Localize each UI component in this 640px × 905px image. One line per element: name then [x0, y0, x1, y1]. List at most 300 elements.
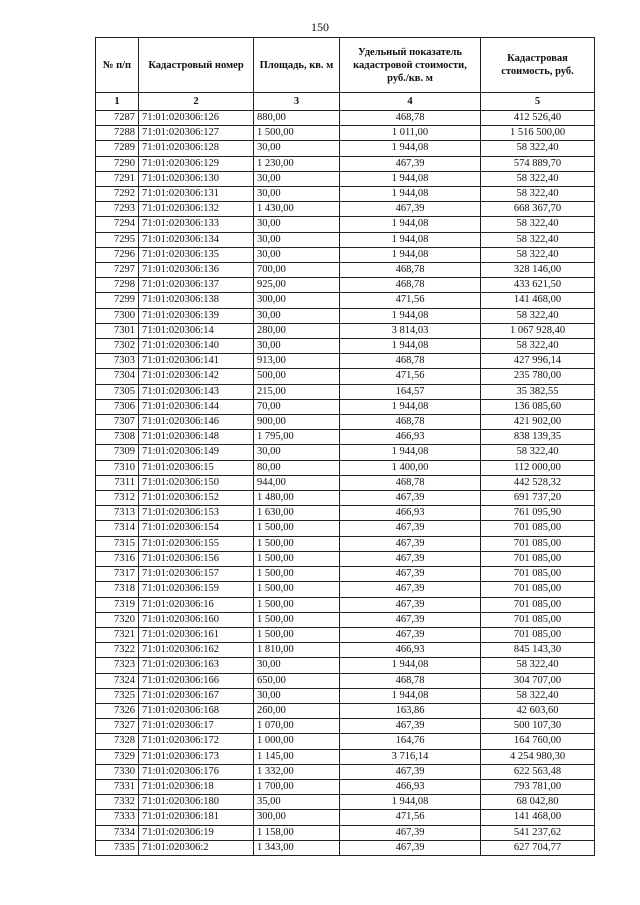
area-value: 70,00: [254, 399, 340, 414]
cadastral-number: 71:01:020306:129: [139, 156, 254, 171]
row-number: 7314: [96, 521, 139, 536]
table-row: [96, 323, 595, 338]
table-row: [96, 202, 595, 217]
row-number: 7329: [96, 749, 139, 764]
cadastral-number: 71:01:020306:139: [139, 308, 254, 323]
cadastral-number: 71:01:020306:15: [139, 460, 254, 475]
cost-value: 58 322,40: [481, 308, 595, 323]
cadastral-number: 71:01:020306:143: [139, 384, 254, 399]
cost-value: 58 322,40: [481, 187, 595, 202]
cost-value: 58 322,40: [481, 445, 595, 460]
row-number: 7288: [96, 126, 139, 141]
row-number: 7307: [96, 415, 139, 430]
table-row: [96, 764, 595, 779]
area-value: 30,00: [254, 187, 340, 202]
rate-value: 468,78: [340, 278, 481, 293]
cost-value: 433 621,50: [481, 278, 595, 293]
cost-value: 668 367,70: [481, 202, 595, 217]
cadastral-number: 71:01:020306:172: [139, 734, 254, 749]
table-row: [96, 627, 595, 642]
rate-value: 468,78: [340, 354, 481, 369]
rate-value: 1 944,08: [340, 445, 481, 460]
header-area: Площадь, кв. м: [254, 38, 340, 93]
area-value: 913,00: [254, 354, 340, 369]
cadastral-number: 71:01:020306:180: [139, 795, 254, 810]
row-number: 7331: [96, 779, 139, 794]
row-number: 7297: [96, 263, 139, 278]
cost-value: 58 322,40: [481, 339, 595, 354]
area-value: 1 480,00: [254, 491, 340, 506]
row-number: 7322: [96, 643, 139, 658]
cost-value: 442 528,32: [481, 475, 595, 490]
rate-value: 468,78: [340, 475, 481, 490]
column-number: 5: [481, 93, 595, 111]
row-number: 7315: [96, 536, 139, 551]
header-cost: Кадастровая стоимость, руб.: [481, 38, 595, 93]
rate-value: 467,39: [340, 202, 481, 217]
rate-value: 467,39: [340, 567, 481, 582]
rate-value: 1 944,08: [340, 658, 481, 673]
area-value: 1 700,00: [254, 779, 340, 794]
cadastral-number: 71:01:020306:127: [139, 126, 254, 141]
column-number: 1: [96, 93, 139, 111]
area-value: 1 500,00: [254, 597, 340, 612]
cadastral-number: 71:01:020306:162: [139, 643, 254, 658]
row-number: 7325: [96, 688, 139, 703]
row-number: 7292: [96, 187, 139, 202]
table-row: [96, 475, 595, 490]
row-number: 7293: [96, 202, 139, 217]
rate-value: 1 944,08: [340, 232, 481, 247]
cadastral-number: 71:01:020306:126: [139, 111, 254, 126]
table-row: [96, 399, 595, 414]
area-value: 1 500,00: [254, 612, 340, 627]
area-value: 30,00: [254, 217, 340, 232]
rate-value: 467,39: [340, 840, 481, 855]
rate-value: 467,39: [340, 536, 481, 551]
row-number: 7333: [96, 810, 139, 825]
cost-value: 627 704,77: [481, 840, 595, 855]
row-number: 7295: [96, 232, 139, 247]
area-value: 30,00: [254, 308, 340, 323]
cost-value: 622 563,48: [481, 764, 595, 779]
table-row: [96, 171, 595, 186]
cost-value: 58 322,40: [481, 688, 595, 703]
area-value: 1 810,00: [254, 643, 340, 658]
table-row: [96, 491, 595, 506]
cost-value: 701 085,00: [481, 597, 595, 612]
cost-value: 500 107,30: [481, 719, 595, 734]
area-value: 80,00: [254, 460, 340, 475]
area-value: 700,00: [254, 263, 340, 278]
cadastral-number: 71:01:020306:181: [139, 810, 254, 825]
area-value: 500,00: [254, 369, 340, 384]
row-number: 7300: [96, 308, 139, 323]
cadastral-number: 71:01:020306:157: [139, 567, 254, 582]
column-number: 3: [254, 93, 340, 111]
table-row: [96, 810, 595, 825]
area-value: 215,00: [254, 384, 340, 399]
table-row: [96, 779, 595, 794]
table-row: [96, 430, 595, 445]
row-number: 7291: [96, 171, 139, 186]
cost-value: 42 603,60: [481, 703, 595, 718]
rate-value: 467,39: [340, 582, 481, 597]
table-row: [96, 536, 595, 551]
rate-value: 466,93: [340, 430, 481, 445]
area-value: 900,00: [254, 415, 340, 430]
rate-value: 1 944,08: [340, 308, 481, 323]
cadastral-number: 71:01:020306:154: [139, 521, 254, 536]
row-number: 7312: [96, 491, 139, 506]
cost-value: 58 322,40: [481, 141, 595, 156]
cost-value: 761 095,90: [481, 506, 595, 521]
table-header-row: [96, 38, 595, 93]
cost-value: 793 781,00: [481, 779, 595, 794]
cadastral-number: 71:01:020306:152: [139, 491, 254, 506]
table-row: [96, 749, 595, 764]
table-row: [96, 840, 595, 855]
row-number: 7323: [96, 658, 139, 673]
table-row: [96, 293, 595, 308]
column-number: 4: [340, 93, 481, 111]
cadastral-number: 71:01:020306:134: [139, 232, 254, 247]
cost-value: 701 085,00: [481, 567, 595, 582]
table-row: [96, 734, 595, 749]
cadastral-number: 71:01:020306:128: [139, 141, 254, 156]
row-number: 7324: [96, 673, 139, 688]
row-number: 7328: [96, 734, 139, 749]
area-value: 1 430,00: [254, 202, 340, 217]
cadastral-number: 71:01:020306:163: [139, 658, 254, 673]
area-value: 1 158,00: [254, 825, 340, 840]
area-value: 1 343,00: [254, 840, 340, 855]
area-value: 1 500,00: [254, 567, 340, 582]
row-number: 7290: [96, 156, 139, 171]
rate-value: 1 944,08: [340, 187, 481, 202]
cadastral-number: 71:01:020306:141: [139, 354, 254, 369]
row-number: 7316: [96, 551, 139, 566]
rate-value: 468,78: [340, 415, 481, 430]
rate-value: 1 944,08: [340, 795, 481, 810]
cost-value: 112 000,00: [481, 460, 595, 475]
cadastral-number: 71:01:020306:159: [139, 582, 254, 597]
cost-value: 541 237,62: [481, 825, 595, 840]
row-number: 7334: [96, 825, 139, 840]
cost-value: 691 737,20: [481, 491, 595, 506]
cost-value: 421 902,00: [481, 415, 595, 430]
cadastral-number: 71:01:020306:18: [139, 779, 254, 794]
table-row: [96, 795, 595, 810]
cadastral-number: 71:01:020306:142: [139, 369, 254, 384]
table-row: [96, 460, 595, 475]
area-value: 30,00: [254, 247, 340, 262]
cadastral-number: 71:01:020306:153: [139, 506, 254, 521]
rate-value: 468,78: [340, 263, 481, 278]
row-number: 7318: [96, 582, 139, 597]
cost-value: 701 085,00: [481, 521, 595, 536]
table-row: [96, 719, 595, 734]
area-value: 30,00: [254, 688, 340, 703]
area-value: 1 500,00: [254, 521, 340, 536]
row-number: 7303: [96, 354, 139, 369]
row-number: 7299: [96, 293, 139, 308]
area-value: 925,00: [254, 278, 340, 293]
rate-value: 467,39: [340, 825, 481, 840]
cost-value: 58 322,40: [481, 658, 595, 673]
cost-value: 701 085,00: [481, 612, 595, 627]
area-value: 1 500,00: [254, 536, 340, 551]
table-row: [96, 597, 595, 612]
cost-value: 235 780,00: [481, 369, 595, 384]
row-number: 7306: [96, 399, 139, 414]
cadastral-number: 71:01:020306:136: [139, 263, 254, 278]
rate-value: 1 011,00: [340, 126, 481, 141]
row-number: 7332: [96, 795, 139, 810]
header-cadastral-number: Кадастровый номер: [139, 38, 254, 93]
cadastral-number: 71:01:020306:176: [139, 764, 254, 779]
area-value: 944,00: [254, 475, 340, 490]
area-value: 1 500,00: [254, 551, 340, 566]
rate-value: 471,56: [340, 810, 481, 825]
table-row: [96, 339, 595, 354]
table-row: [96, 825, 595, 840]
cadastral-number: 71:01:020306:148: [139, 430, 254, 445]
table-row: [96, 703, 595, 718]
header-num: № п/п: [96, 38, 139, 93]
area-value: 1 500,00: [254, 627, 340, 642]
table-row: [96, 567, 595, 582]
row-number: 7302: [96, 339, 139, 354]
table-row: [96, 232, 595, 247]
row-number: 7320: [96, 612, 139, 627]
cost-value: 328 146,00: [481, 263, 595, 278]
cost-value: 838 139,35: [481, 430, 595, 445]
cadastral-number: 71:01:020306:166: [139, 673, 254, 688]
cadastral-number: 71:01:020306:16: [139, 597, 254, 612]
cost-value: 58 322,40: [481, 232, 595, 247]
rate-value: 467,39: [340, 612, 481, 627]
cost-value: 1 516 500,00: [481, 126, 595, 141]
table-row: [96, 551, 595, 566]
table-row: [96, 369, 595, 384]
row-number: 7310: [96, 460, 139, 475]
table-row: [96, 506, 595, 521]
cadastral-number: 71:01:020306:150: [139, 475, 254, 490]
row-number: 7308: [96, 430, 139, 445]
cadastral-number: 71:01:020306:133: [139, 217, 254, 232]
area-value: 650,00: [254, 673, 340, 688]
cost-value: 4 254 980,30: [481, 749, 595, 764]
table-row: [96, 521, 595, 536]
rate-value: 1 944,08: [340, 217, 481, 232]
area-value: 1 230,00: [254, 156, 340, 171]
cost-value: 68 042,80: [481, 795, 595, 810]
row-number: 7305: [96, 384, 139, 399]
cost-value: 1 067 928,40: [481, 323, 595, 338]
table-row: [96, 187, 595, 202]
table-row: [96, 658, 595, 673]
table-row: [96, 126, 595, 141]
area-value: 1 500,00: [254, 582, 340, 597]
rate-value: 1 944,08: [340, 339, 481, 354]
table-row: [96, 582, 595, 597]
rate-value: 467,39: [340, 627, 481, 642]
area-value: 880,00: [254, 111, 340, 126]
cost-value: 427 996,14: [481, 354, 595, 369]
rate-value: 3 716,14: [340, 749, 481, 764]
cost-value: 35 382,55: [481, 384, 595, 399]
rate-value: 467,39: [340, 551, 481, 566]
rate-value: 471,56: [340, 369, 481, 384]
cadastral-number: 71:01:020306:168: [139, 703, 254, 718]
table-row: [96, 688, 595, 703]
area-value: 30,00: [254, 232, 340, 247]
cadastral-number: 71:01:020306:19: [139, 825, 254, 840]
rate-value: 164,57: [340, 384, 481, 399]
table-row: [96, 217, 595, 232]
cadastral-number: 71:01:020306:2: [139, 840, 254, 855]
rate-value: 164,76: [340, 734, 481, 749]
rate-value: 163,86: [340, 703, 481, 718]
area-value: 1 500,00: [254, 126, 340, 141]
cadastral-number: 71:01:020306:132: [139, 202, 254, 217]
row-number: 7317: [96, 567, 139, 582]
rate-value: 467,39: [340, 764, 481, 779]
cost-value: 701 085,00: [481, 627, 595, 642]
rate-value: 471,56: [340, 293, 481, 308]
cost-value: 574 889,70: [481, 156, 595, 171]
cost-value: 58 322,40: [481, 247, 595, 262]
row-number: 7309: [96, 445, 139, 460]
area-value: 30,00: [254, 445, 340, 460]
rate-value: 466,93: [340, 643, 481, 658]
area-value: 280,00: [254, 323, 340, 338]
rate-value: 467,39: [340, 521, 481, 536]
column-number-row: [96, 93, 595, 111]
rate-value: 3 814,03: [340, 323, 481, 338]
cadastral-number: 71:01:020306:167: [139, 688, 254, 703]
cost-value: 845 143,30: [481, 643, 595, 658]
table-row: [96, 263, 595, 278]
rate-value: 1 944,08: [340, 141, 481, 156]
table-row: [96, 384, 595, 399]
area-value: 30,00: [254, 339, 340, 354]
table-row: [96, 308, 595, 323]
area-value: 1 795,00: [254, 430, 340, 445]
cost-value: 701 085,00: [481, 536, 595, 551]
cost-value: 701 085,00: [481, 551, 595, 566]
cadastral-number: 71:01:020306:156: [139, 551, 254, 566]
cost-value: 141 468,00: [481, 810, 595, 825]
row-number: 7311: [96, 475, 139, 490]
rate-value: 467,39: [340, 491, 481, 506]
row-number: 7330: [96, 764, 139, 779]
area-value: 30,00: [254, 658, 340, 673]
area-value: 30,00: [254, 141, 340, 156]
area-value: 1 070,00: [254, 719, 340, 734]
rate-value: 466,93: [340, 506, 481, 521]
row-number: 7301: [96, 323, 139, 338]
cadastral-number: 71:01:020306:160: [139, 612, 254, 627]
row-number: 7335: [96, 840, 139, 855]
cost-value: 136 085,60: [481, 399, 595, 414]
cadastral-number: 71:01:020306:144: [139, 399, 254, 414]
cost-value: 164 760,00: [481, 734, 595, 749]
table-row: [96, 673, 595, 688]
row-number: 7304: [96, 369, 139, 384]
cadastral-number: 71:01:020306:135: [139, 247, 254, 262]
row-number: 7296: [96, 247, 139, 262]
area-value: 1 630,00: [254, 506, 340, 521]
rate-value: 468,78: [340, 111, 481, 126]
cadastral-number: 71:01:020306:138: [139, 293, 254, 308]
cost-value: 304 707,00: [481, 673, 595, 688]
table-body: [96, 111, 595, 856]
area-value: 1 000,00: [254, 734, 340, 749]
cadastral-number: 71:01:020306:149: [139, 445, 254, 460]
area-value: 300,00: [254, 293, 340, 308]
cadastral-number: 71:01:020306:146: [139, 415, 254, 430]
area-value: 30,00: [254, 171, 340, 186]
cadastral-number: 71:01:020306:140: [139, 339, 254, 354]
rate-value: 1 400,00: [340, 460, 481, 475]
cost-value: 58 322,40: [481, 217, 595, 232]
row-number: 7321: [96, 627, 139, 642]
cadastral-number: 71:01:020306:130: [139, 171, 254, 186]
table-row: [96, 445, 595, 460]
row-number: 7294: [96, 217, 139, 232]
table-row: [96, 643, 595, 658]
row-number: 7313: [96, 506, 139, 521]
cost-value: 141 468,00: [481, 293, 595, 308]
rate-value: 467,39: [340, 597, 481, 612]
row-number: 7287: [96, 111, 139, 126]
cost-value: 701 085,00: [481, 582, 595, 597]
table-row: [96, 612, 595, 627]
row-number: 7327: [96, 719, 139, 734]
row-number: 7326: [96, 703, 139, 718]
rate-value: 1 944,08: [340, 247, 481, 262]
area-value: 260,00: [254, 703, 340, 718]
table-row: [96, 156, 595, 171]
row-number: 7319: [96, 597, 139, 612]
cadastral-number: 71:01:020306:131: [139, 187, 254, 202]
cadastral-number: 71:01:020306:173: [139, 749, 254, 764]
rate-value: 467,39: [340, 719, 481, 734]
table-row: [96, 278, 595, 293]
area-value: 300,00: [254, 810, 340, 825]
rate-value: 1 944,08: [340, 171, 481, 186]
table-row: [96, 247, 595, 262]
table-row: [96, 415, 595, 430]
header-rate: Удельный показатель кадастровой стоимости, руб./кв. м: [340, 38, 481, 93]
page-number: 150: [311, 20, 329, 34]
table-row: [96, 354, 595, 369]
area-value: 1 145,00: [254, 749, 340, 764]
cadastral-table: [95, 37, 595, 856]
rate-value: 1 944,08: [340, 399, 481, 414]
area-value: 1 332,00: [254, 764, 340, 779]
cadastral-number: 71:01:020306:137: [139, 278, 254, 293]
table-row: [96, 111, 595, 126]
column-number: 2: [139, 93, 254, 111]
cadastral-number: 71:01:020306:155: [139, 536, 254, 551]
rate-value: 466,93: [340, 779, 481, 794]
row-number: 7298: [96, 278, 139, 293]
rate-value: 1 944,08: [340, 688, 481, 703]
cost-value: 412 526,40: [481, 111, 595, 126]
